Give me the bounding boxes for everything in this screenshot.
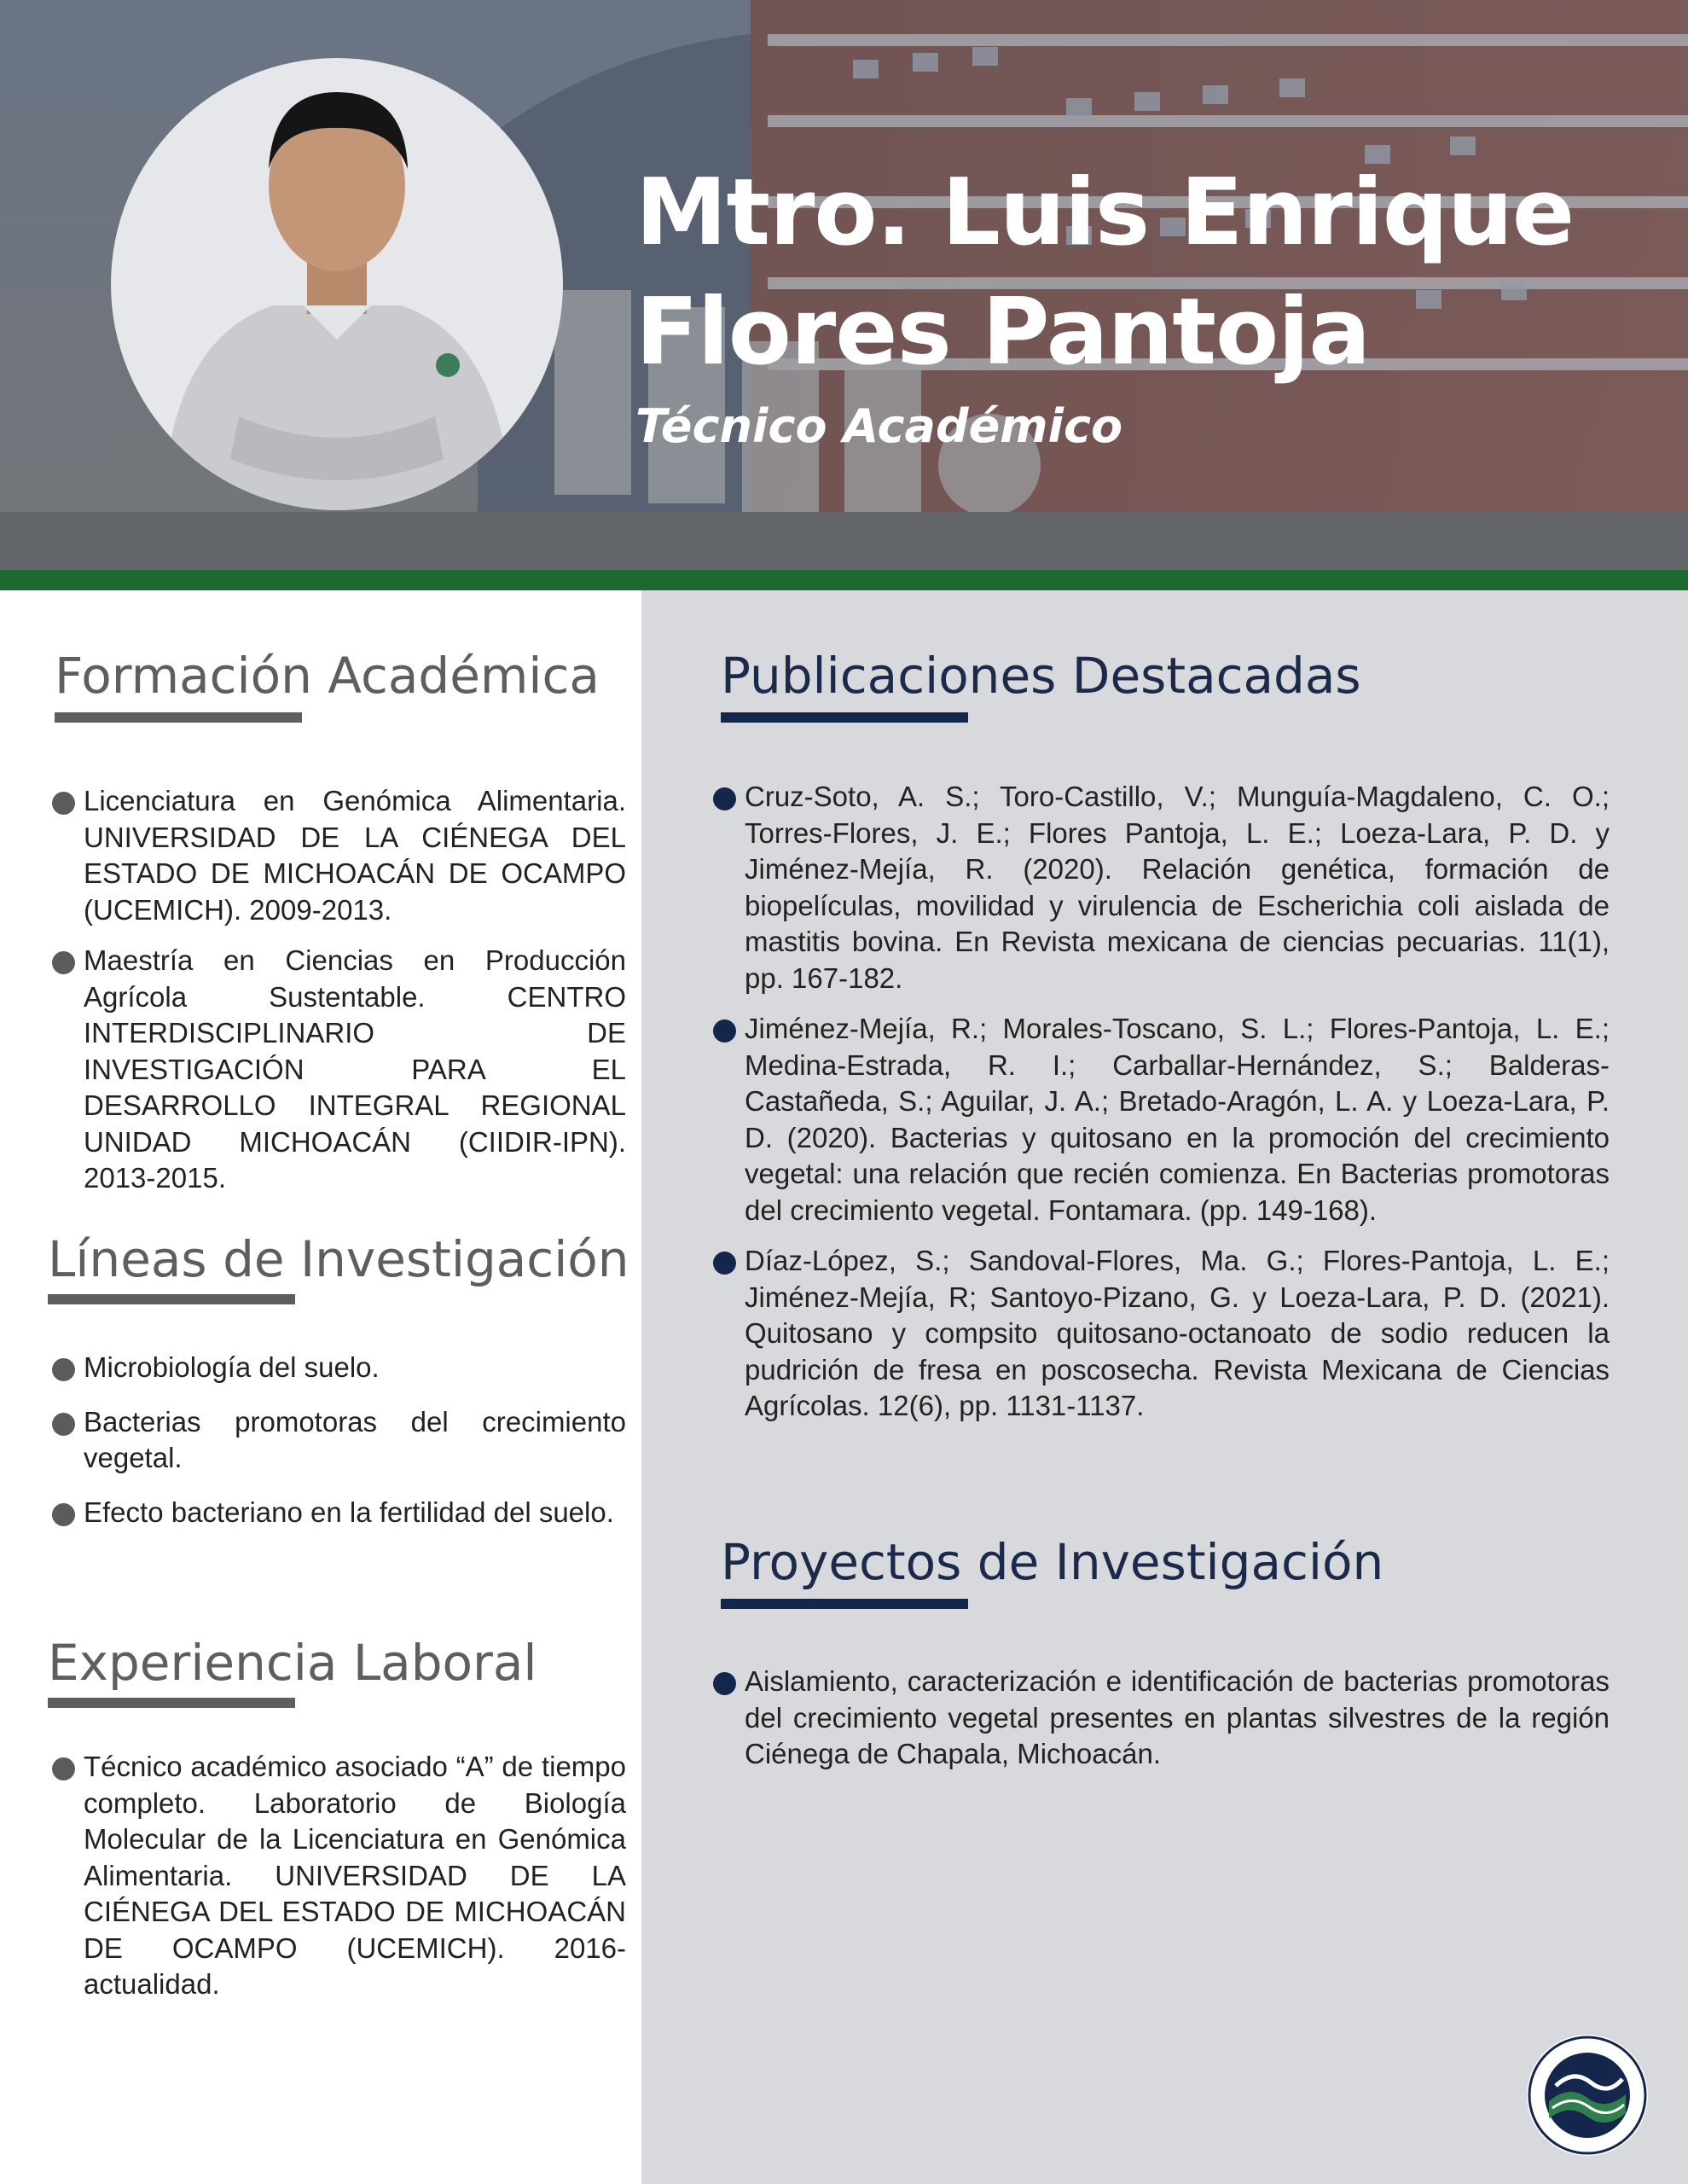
name-line-1: Mtro. Luis Enrique bbox=[635, 160, 1575, 266]
publicaciones-underline bbox=[721, 712, 968, 723]
university-seal-icon bbox=[1527, 2035, 1648, 2156]
proyectos-list bbox=[745, 1664, 1610, 1773]
list-item: Jiménez-Mejía, R.; Morales-Toscano, S. L.; Flores-Pantoja, L. E.; Medina-Estrada, R. I.; Carballar-Hernández, S.; Balderas-Castañeda, S.; Aguilar, J. A.; Bretado-Aragón, L. A. y Loeza-Lara, P. D. (2020). Bacterias y quitosano en la promoción del crecimiento vegetal: una relación que recién comienza. En Bacterias promotoras del crecimiento vegetal. Fontamara. (pp. 149-168). bbox=[745, 1011, 1610, 1228]
bullet-icon bbox=[52, 1413, 75, 1436]
lineas-underline bbox=[48, 1294, 295, 1304]
bullet-icon bbox=[52, 951, 75, 974]
person-silhouette-icon bbox=[111, 58, 563, 510]
list-item: Licenciatura en Genómica Alimentaria. UNIVERSIDAD DE LA CIÉNEGA DEL ESTADO DE MICHOACÁN DE OCAMPO (UCEMICH). 2009-2013. bbox=[84, 783, 626, 928]
list-item: Microbiología del suelo. bbox=[84, 1350, 626, 1386]
bullet-icon bbox=[713, 1252, 736, 1275]
proyectos-underline bbox=[721, 1599, 968, 1609]
list-item: Cruz-Soto, A. S.; Toro-Castillo, V.; Munguía-Magdaleno, C. O.; Torres-Flores, J. E.; Flores Pantoja, L. E.; Loeza-Lara, P. D. y Jiménez-Mejía, R. (2020). Relación genética, formación de biopelículas, movilidad y virulencia de Escherichia coli aislada de mastitis bovina. En Revista mexicana de ciencias pecuarias. 11(1), pp. 167-182. bbox=[745, 779, 1610, 996]
bullet-icon bbox=[52, 1503, 75, 1526]
lineas-list bbox=[84, 1350, 626, 1531]
accent-divider bbox=[0, 570, 1688, 590]
formacion-title: Formación Académica bbox=[55, 647, 600, 705]
formacion-underline bbox=[55, 712, 302, 723]
list-item: Maestría en Ciencias en Producción Agrícola Sustentable. CENTRO INTERDISCIPLINARIO DE INVESTIGACIÓN PARA EL DESARROLLO INTEGRAL REGIONAL UNIDAD MICHOACÁN (CIIDIR-IPN). 2013-2015. bbox=[84, 943, 626, 1197]
person-name bbox=[635, 154, 1659, 392]
name-line-2: Flores Pantoja bbox=[635, 279, 1371, 386]
formacion-list bbox=[84, 783, 626, 1197]
bullet-icon bbox=[52, 792, 75, 815]
job-title: Técnico Académico bbox=[635, 399, 1123, 453]
proyectos-title: Proyectos de Investigación bbox=[721, 1533, 1384, 1591]
header-banner bbox=[0, 0, 1688, 570]
list-item: Efecto bacteriano en la fertilidad del suelo. bbox=[84, 1495, 626, 1531]
lineas-title: Líneas de Investigación bbox=[48, 1230, 629, 1288]
list-item: Díaz-López, S.; Sandoval-Flores, Ma. G.; Flores-Pantoja, L. E.; Jiménez-Mejía, R; Santoyo-Pizano, G. y Loeza-Lara, P. D. (2021). Quitosano y compsito quitosano-octanoato de sodio reducen la pudrición de fresa en poscosecha. Revista Mexicana de Ciencias Agrícolas. 12(6), pp. 1131-1137. bbox=[745, 1243, 1610, 1425]
bullet-icon bbox=[713, 1672, 736, 1695]
bullet-icon bbox=[713, 1019, 736, 1043]
bullet-icon bbox=[52, 1358, 75, 1381]
bullet-icon bbox=[52, 1757, 75, 1780]
list-item: Bacterias promotoras del crecimiento vegetal. bbox=[84, 1404, 626, 1477]
publicaciones-title: Publicaciones Destacadas bbox=[721, 647, 1361, 705]
experiencia-title: Experiencia Laboral bbox=[48, 1634, 537, 1692]
publicaciones-list bbox=[745, 779, 1610, 1425]
experiencia-list bbox=[84, 1749, 626, 2003]
profile-photo bbox=[111, 58, 563, 510]
bullet-icon bbox=[713, 787, 736, 810]
list-item: Aislamiento, caracterización e identificación de bacterias promotoras del crecimiento vegetal presentes en plantas silvestres de la región Ciénega de Chapala, Michoacán. bbox=[745, 1664, 1610, 1773]
list-item: Técnico académico asociado “A” de tiempo completo. Laboratorio de Biología Molecular de la Licenciatura en Genómica Alimentaria. UNIVERSIDAD DE LA CIÉNEGA DEL ESTADO DE MICHOACÁN DE OCAMPO (UCEMICH). 2016-actualidad. bbox=[84, 1749, 626, 2003]
experiencia-underline bbox=[48, 1698, 295, 1708]
